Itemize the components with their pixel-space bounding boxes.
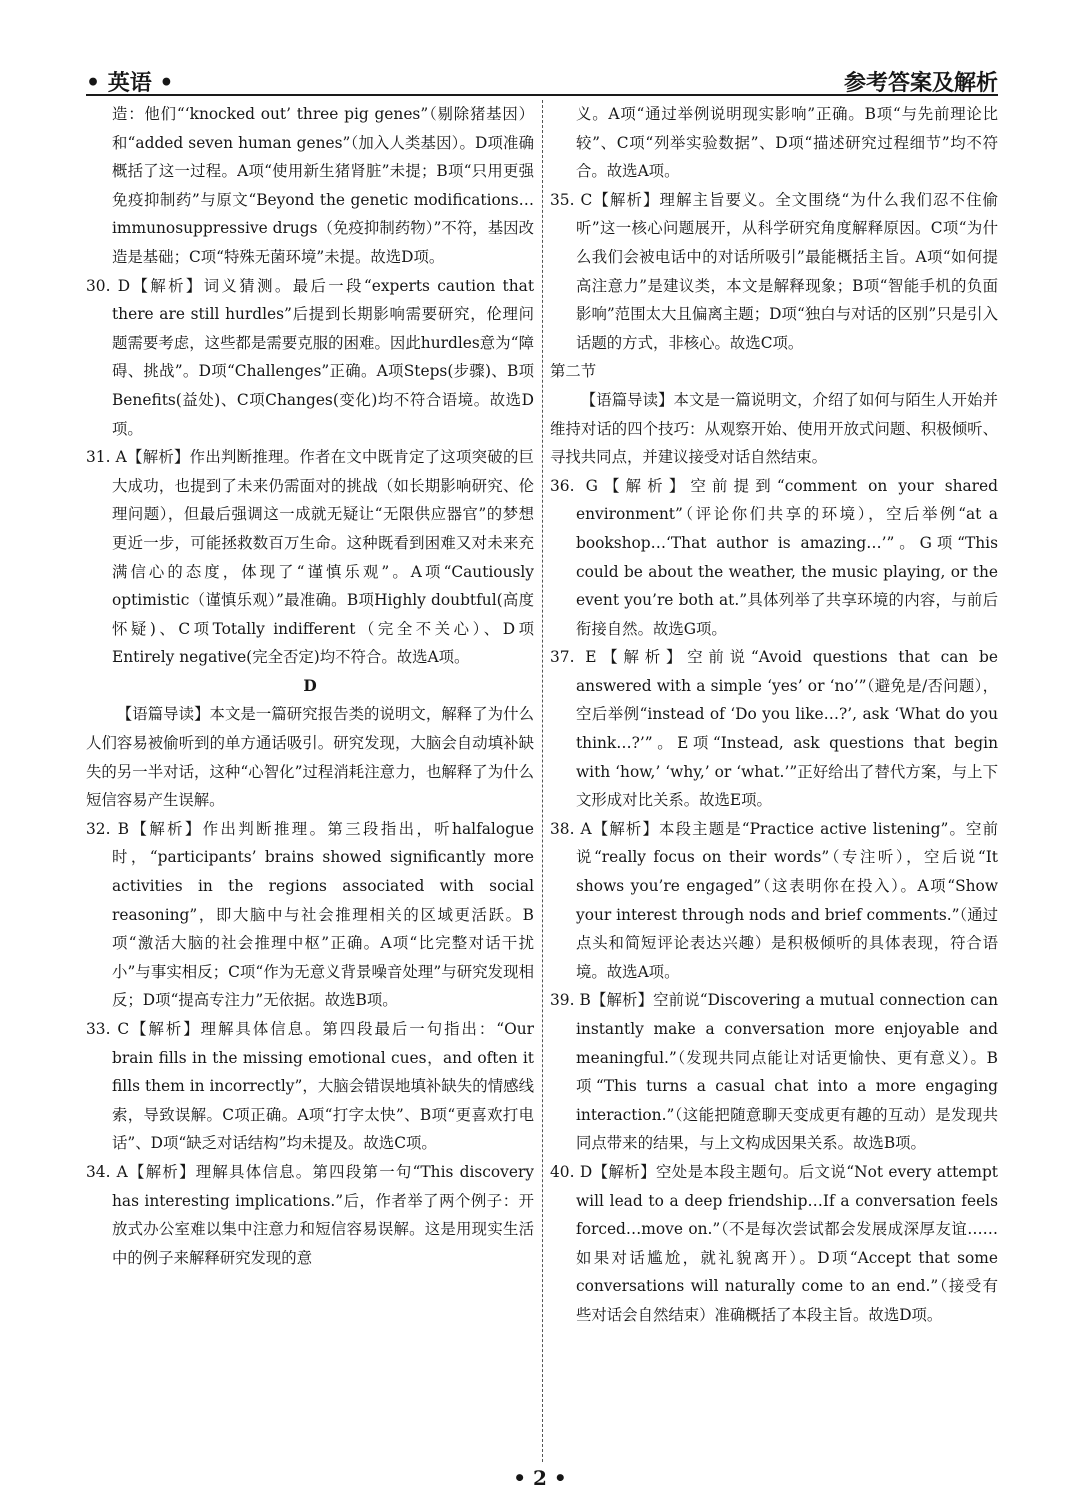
answer-explanation: 37. E【解析】空前说“Avoid questions that can be answered with a simple ‘yes’ or ‘no’”（避免是/否问题），空后举例“instead of ‘Do you like…?’, ask ‘What do you think…?’”。E项“Instead, ask questions that begin with ‘how,’ ‘why,’ or ‘what.’”正好给出了替代方案，与上下文形成对比关系。故选E项。	[550, 648, 998, 810]
paragraph: 义。A项“通过举例说明现实影响”正确。B项“与先前理论比较”、C项“列举实验数据”、D项“描述研究过程细节”均不符合。故选A项。	[576, 105, 998, 181]
passage-guide: 【语篇导读】本文是一篇研究报告类的说明文，解释了为什么人们容易被偷听到的单方通话吸引。研究发现，大脑会自动填补缺失的另一半对话，这种“心智化”过程消耗注意力，也解释了为什么短信容易产生误解。	[86, 705, 534, 810]
paragraph: 第二节	[550, 362, 597, 381]
answer-explanation: 30. D【解析】词义猜测。最后一段“experts caution that there are still hurdles”后提到长期影响需要研究，伦理问题需要考虑，这些都是需要克服的困难。因此hurdles意为“障碍、挑战”。D项“Challenges”正确。A项Steps(步骤)、B项Benefits(益处)、C项Changes(变化)均不符合语境。故选D项。	[86, 276, 534, 438]
answer-explanation: 35. C【解析】理解主旨要义。全文围绕“为什么我们忍不住偷听”这一核心问题展开，从科学研究角度解释原因。C项“为什么我们会被电话中的对话所吸引”最能概括主旨。A项“如何提高注意力”是建议类，本文是解释现象；B项“智能手机的负面影响”范围太大且偏离主题；D项“独白与对话的区别”只是引入话题的方式，非核心。故选C项。	[550, 190, 998, 352]
page-header	[86, 66, 998, 96]
header-rule	[86, 94, 998, 96]
left-column	[86, 100, 534, 1462]
header-title: 参考答案及解析	[843, 70, 998, 96]
section-heading: D	[303, 676, 317, 695]
page-number: • 2 •	[513, 1466, 567, 1490]
answer-explanation: 31. A【解析】作出判断推理。作者在文中既肯定了这项突破的巨大成功，也提到了未来仍需面对的挑战（如长期影响研究、伦理问题），但最后强调这一成就无疑让“无限供应器官”的梦想更近一步，可能拯救数百万生命。这种既看到困难又对未来充满信心的态度，体现了“谨慎乐观”。A项“Cautiously optimistic（谨慎乐观）”最准确。B项Highly doubtful(高度怀疑)、C项Totally indifferent（完全不关心）、D项Entirely negative(完全否定)均不符合。故选A项。	[86, 448, 534, 667]
passage-guide: 【语篇导读】本文是一篇说明文，介绍了如何与陌生人开始并维持对话的四个技巧：从观察开始、使用开放式问题、积极倾听、寻找共同点，并建议接受对话自然结束。	[550, 390, 998, 467]
column-divider	[542, 100, 543, 1462]
paragraph: 造：他们“‘knocked out’ three pig genes”（剔除猪基因）和“added seven human genes”（加入人类基因）。D项准确概括了这一过程。A项“使用新生猪肾脏”未提；B项“只用更强免疫抑制药”与原文“Beyond the genetic modifications… immunosuppressive drugs（免疫抑制药物）”不符，基因改造是基础；C项“特殊无菌环境”未提。故选D项。	[112, 105, 534, 266]
right-column	[550, 100, 998, 1462]
answer-explanation: 36. G【解析】空前提到“comment on your shared environment”（评论你们共享的环境），空后举例“at a bookshop…‘That author is amazing…’”。G项“This could be about the weather, the music playing, or the event you’re both at.”具体列举了共享环境的内容，与前后衔接自然。故选G项。	[550, 476, 998, 638]
answer-explanation: 34. A【解析】理解具体信息。第四段第一句“This discovery has interesting implications.”后，作者举了两个例子：开放式办公室难以集中注意力和短信容易误解。这是用现实生活中的例子来解释研究发现的意	[86, 1162, 534, 1267]
answer-explanation: 39. B【解析】空前说“Discovering a mutual connection can instantly make a conversation more enjoyable and meaningful.”（发现共同点能让对话更愉快、更有意义）。B项“This turns a casual chat into a more engaging interaction.”（这能把随意聊天变成更有趣的互动）是发现共同点带来的结果，与上文构成因果关系。故选B项。	[550, 991, 998, 1153]
subject-label: • 英语 •	[86, 70, 174, 96]
answer-explanation: 38. A【解析】本段主题是“Practice active listening”。空前说“really focus on their words”（专注听），空后说“It shows you’re engaged”（这表明你在投入）。A项“Show your interest through nods and brief comments.”（通过点头和简短评论表达兴趣）是积极倾听的具体表现，符合语境。故选A项。	[550, 819, 998, 981]
answer-explanation: 33. C【解析】理解具体信息。第四段最后一句指出：“Our brain fills in the missing emotional cues，and often it fills them in incorrectly”，大脑会错误地填补缺失的情感线索，导致误解。C项正确。A项“打字太快”、B项“更喜欢打电话”、D项“缺乏对话结构”均未提及。故选C项。	[86, 1020, 534, 1153]
answer-explanation: 40. D【解析】空处是本段主题句。后文说“Not every attempt will lead to a deep friendship…If a conversation feels forced…move on.”（不是每次尝试都会发展成深厚友谊……如果对话尴尬，就礼貌离开）。D项“Accept that some conversations will naturally come to an end.”（接受有些对话会自然结束）准确概括了本段主旨。故选D项。	[550, 1162, 998, 1324]
answer-explanation: 32. B【解析】作出判断推理。第三段指出，听halfalogue时，“participants’ brains showed significantly more activities in the regions associated with social reasoning”，即大脑中与社会推理相关的区域更活跃。B项“激活大脑的社会推理中枢”正确。A项“比完整对话干扰小”与事实相反；C项“作为无意义背景噪音处理”与研究发现相反；D项“提高专注力”无依据。故选B项。	[86, 819, 534, 1010]
